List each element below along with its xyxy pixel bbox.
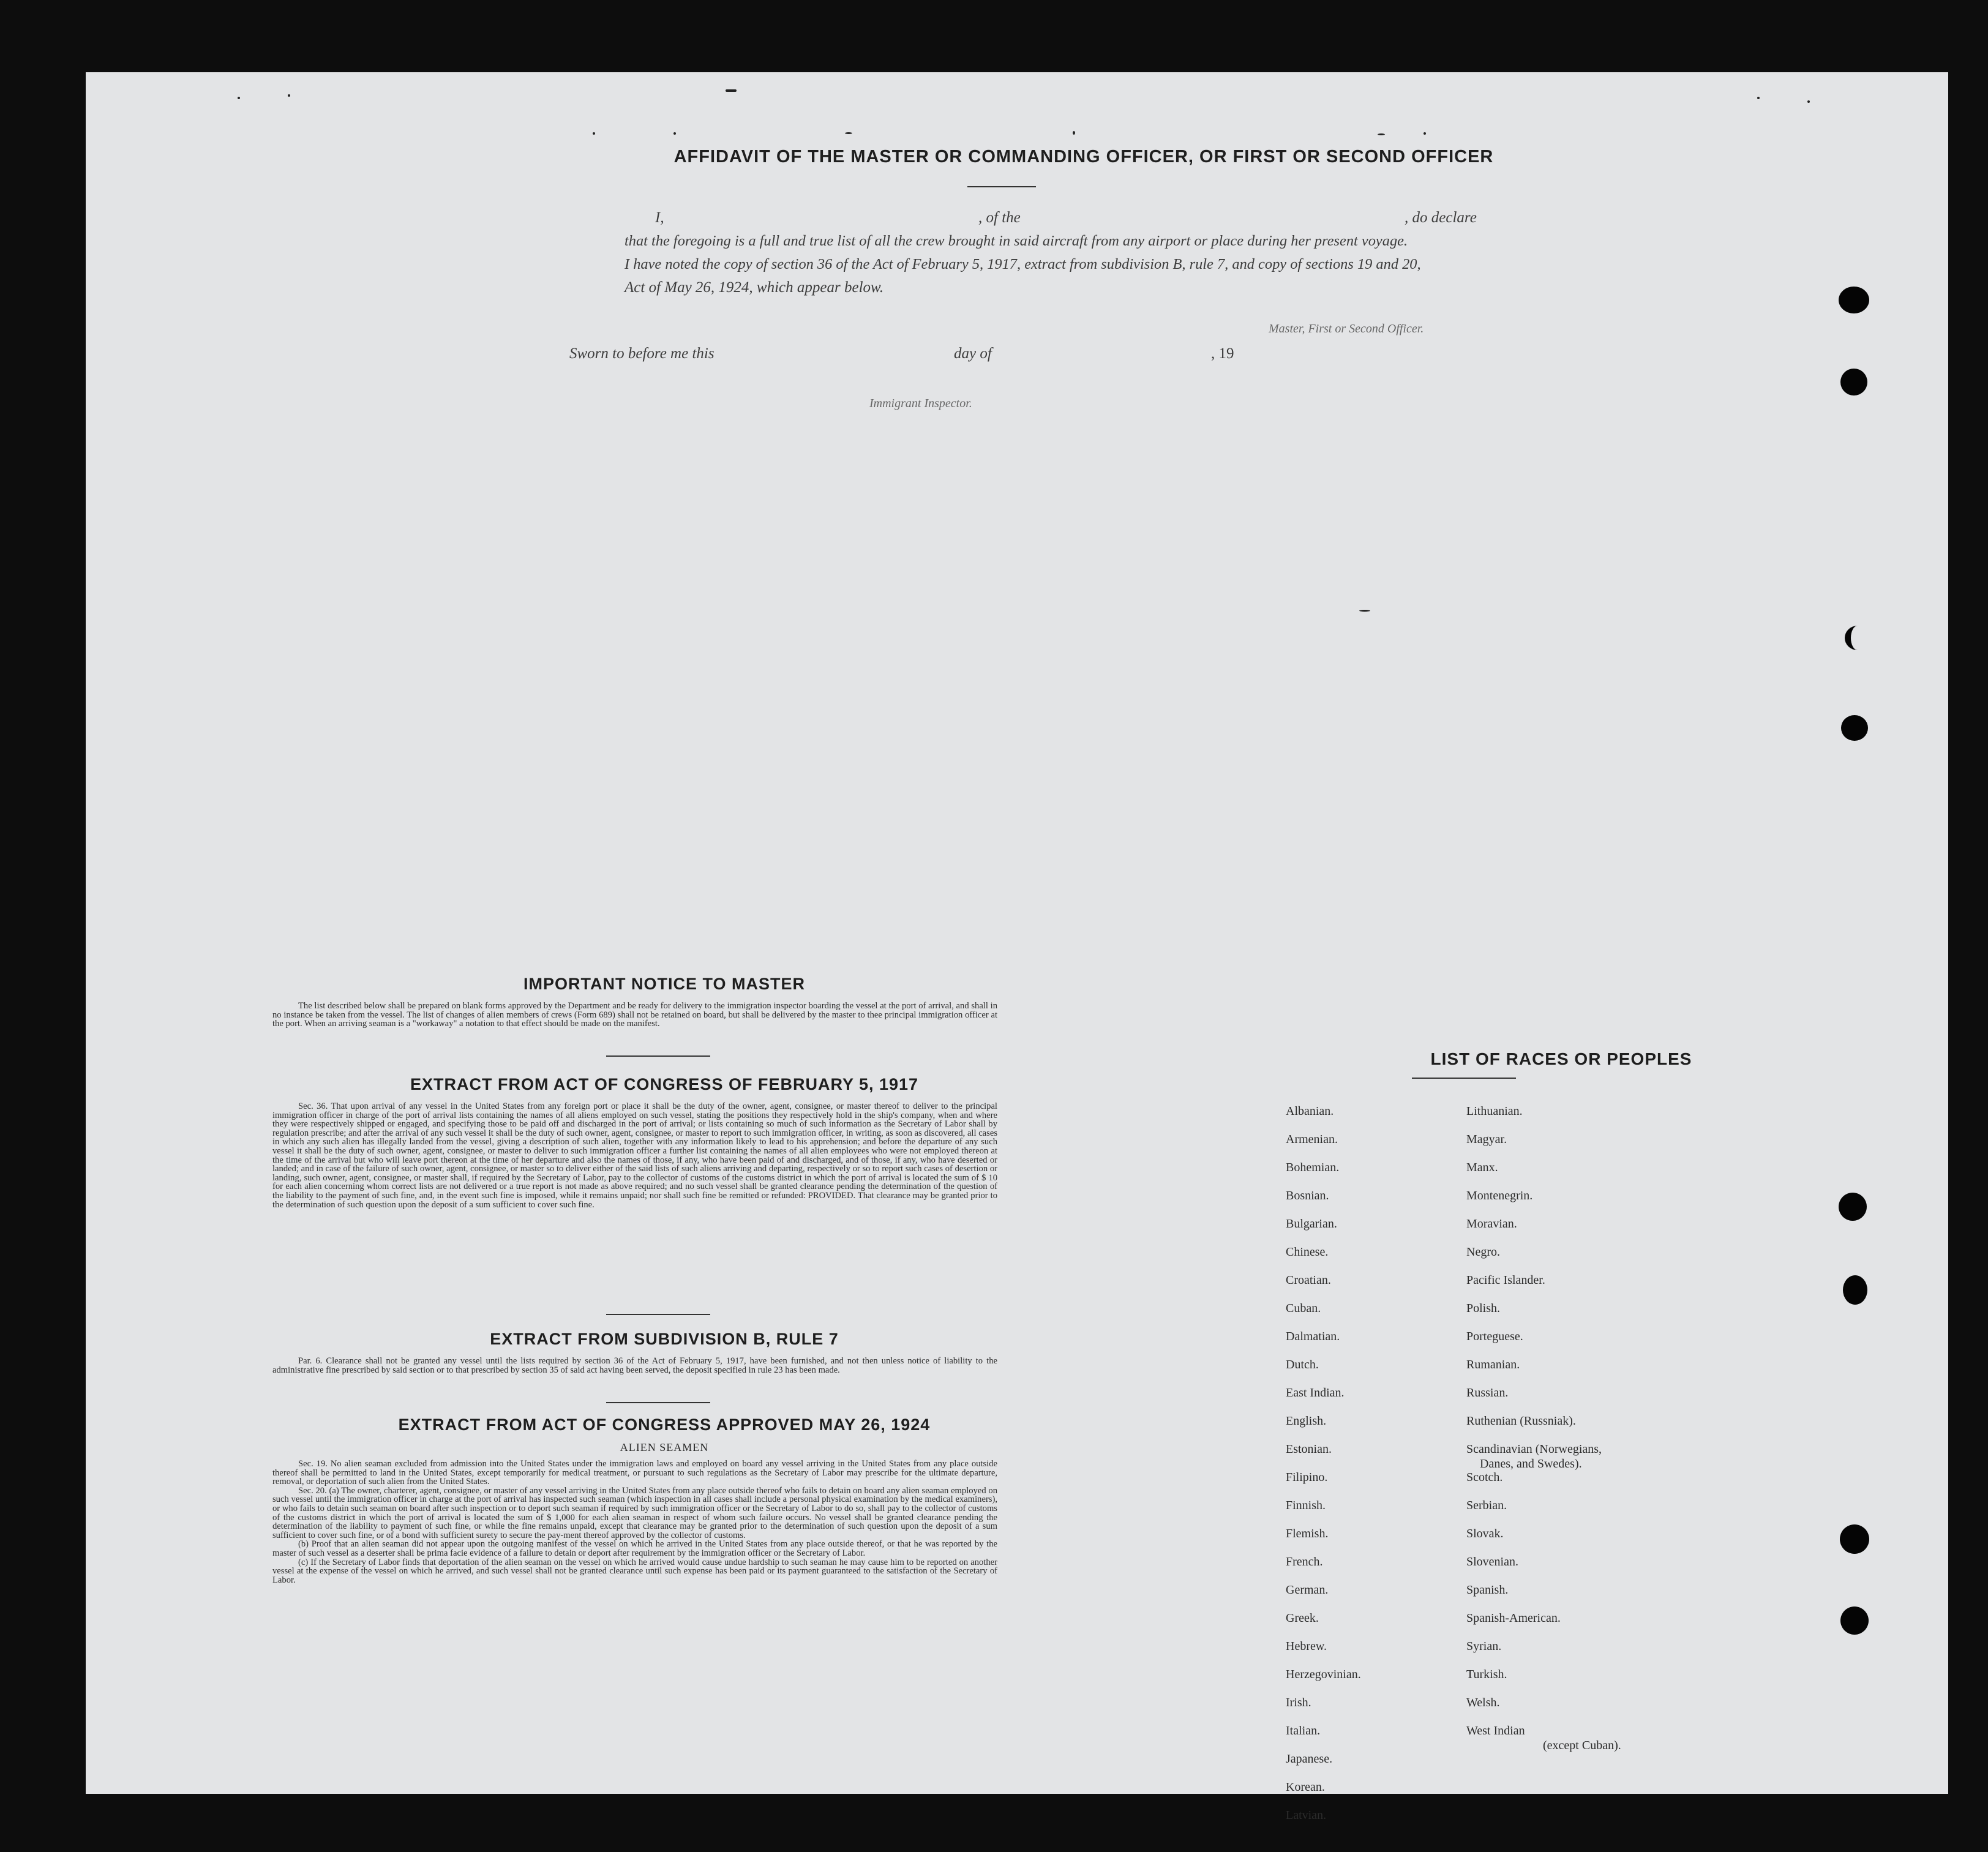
alien-seamen-subtitle: ALIEN SEAMEN [620,1441,709,1453]
race-item [1286,1188,1361,1217]
punch-hole [1845,626,1870,650]
race-item [1286,1301,1361,1329]
extract-rule7-text [272,1357,997,1374]
speck [238,97,240,99]
race-label: Japanese. [1286,1752,1333,1766]
race-item [1466,1442,1621,1470]
race-item [1466,1357,1621,1385]
race-item [1466,1217,1621,1245]
race-label: Polish. [1466,1302,1501,1315]
sec-20c-paragraph: (c) If the Secretary of Labor finds that deportation of the alien seaman on the vessel on which he arrived would cause undue hardship to such seaman he may cause him to be reported on another vessel at the expense of the vessel on which he arrived, and such vessel shall not be granted clearance until such expense has been paid or its payment guaranteed to the satisfaction of the Secretary of Labor. [272,1557,997,1585]
extract-1917-text [272,1102,997,1209]
section-divider [606,1055,710,1057]
race-item [1466,1695,1621,1723]
race-label: Korean. [1286,1780,1325,1794]
race-label: Serbian. [1466,1499,1507,1512]
race-label: Italian. [1286,1724,1321,1738]
race-item [1466,1104,1621,1132]
race-item [1466,1245,1621,1273]
race-item [1286,1723,1361,1752]
punch-hole [1840,1606,1869,1635]
speck [593,132,595,135]
race-item [1466,1414,1621,1442]
races-divider [1412,1078,1516,1079]
speck [1073,131,1075,135]
race-label: Spanish. [1466,1583,1509,1597]
race-item [1466,1273,1621,1301]
race-label: Slovenian. [1466,1555,1518,1569]
races-list-right [1466,1104,1621,1752]
race-label: Rumanian. [1466,1358,1520,1371]
race-item [1286,1104,1361,1132]
extract-1917-paragraph: Sec. 36. That upon arrival of any vessel in the United States from any foreign port or place it shall be the duty of the owner, agent, consignee, or master thereof to deliver to the principal immigration officer in charge of the port of arrival lists containing the names of all aliens employed on such vessel, stating the positions they respectively hold in the ship's company, when and where they were respectively shipped or engaged, and specifying those to be paid off and discharged in the port of arrival; or lists containing so much of such information as the Secretary of Labor shall by regulation prescribe; and after the arrival of any such vessel it shall be the duty of such owner, agent, consignee, or master to report to such immigration officer, in writing, as soon as discovered, all cases in which any such alien has illegally landed from the vessel, giving a description of such alien, together with any information likely to lead to his apprehension; and before the departure of any such vessel it shall be the duty of such owner, agent, consignee, or master to deliver to such immigration officer a further list containing the names of all alien employees who were not employed thereon at the time of the arrival but who will leave port thereon at the time of her departure and also the names of those, if any, who have been paid of and discharged, and of those, if any, who have deserted or landed; and in case of the failure of such owner, agent, consignee, or master so to deliver either of the said lists of such aliens arriving and departing, respectively or so to report such cases of desertion or landing, such owner, agent, consignee, or master shall, if required by the Secretary of Labor, pay to the collector of customs of the customs district in which the port of arrival is located the sum of $ 10 for each alien concerning whom correct lists are not delivered or a true report is not made as above required; and no such vessel shall be granted clearance pending the determination of the question of the liability to the payment of such fine, and, in the event such fine is imposed, while it remains unpaid; nor shall such fine be remitted or refunded: PROVIDED. That clearance may be granted prior to the determination of such question upon the deposit of a sum sufficient to cover such fine. [272,1101,997,1210]
affidavit-of-the: , of the [978,209,1021,226]
race-item [1466,1723,1621,1752]
race-label: East Indian. [1286,1386,1345,1400]
race-label: Chinese. [1286,1245,1329,1259]
race-label: Irish. [1286,1696,1311,1709]
affidavit-i: I, [655,209,664,226]
punch-hole [1839,1193,1867,1221]
race-label: Dalmatian. [1286,1330,1340,1343]
race-item [1466,1188,1621,1217]
speck [1359,610,1370,612]
race-item [1286,1132,1361,1160]
race-item [1286,1583,1361,1611]
race-label: Slovak. [1466,1527,1504,1540]
speck [1423,132,1426,135]
race-item [1466,1583,1621,1611]
race-item [1466,1385,1621,1414]
sworn-label: Sworn to before me this [569,345,715,362]
race-label: Hebrew. [1286,1640,1327,1653]
race-label: Croatian. [1286,1273,1331,1287]
race-item [1466,1470,1621,1498]
race-item [1286,1611,1361,1639]
affidavit-line-2: that the foregoing is a full and true list of all the crew brought in said aircraft from any airport or place during her present voyage. [625,233,1408,249]
race-item [1286,1442,1361,1470]
race-label: Manx. [1466,1161,1498,1174]
race-label: English. [1286,1414,1327,1428]
race-item [1286,1329,1361,1357]
race-label: Albanian. [1286,1104,1334,1118]
race-item [1466,1639,1621,1667]
extract-1917-title: EXTRACT FROM ACT OF CONGRESS OF FEBRUARY 5, 1917 [410,1075,919,1093]
races-list-left [1286,1104,1361,1836]
race-label: Moravian. [1466,1217,1517,1231]
races-title: LIST OF RACES OR PEOPLES [1430,1049,1692,1068]
punch-hole [1840,1524,1869,1554]
race-label: Cuban. [1286,1302,1321,1315]
affidavit-title: AFFIDAVIT OF THE MASTER OR COMMANDING OFFICER, OR FIRST OR SECOND OFFICER [673,147,1494,167]
speck [1757,97,1760,99]
race-label: Flemish. [1286,1527,1329,1540]
race-label: Turkish. [1466,1668,1507,1681]
punch-hole [1839,287,1869,313]
race-item [1286,1245,1361,1273]
affidavit-line-4: Act of May 26, 1924, which appear below. [625,279,884,296]
race-label: Herzegovinian. [1286,1668,1361,1681]
sec-20a-paragraph: Sec. 20. (a) The owner, charterer, agent, consignee, or master of any vessel arriving in the United States from any place outside thereof who fails to detain on board any alien seaman employed on such vessel until the immigration officer in charge at the port of arrival has inspected such seaman (which inspection in all cases shall include a personal physical examination by the medical examiners), or who fails to detain such seaman on board after such inspection or to deport such seaman if required by such immigration officer or the Secretary of Labor to do so, shall pay to the collector of customs of the customs district in which the port of arrival is located the sum of $ 1,000 for each alien seaman in respect of whom such failure occurs. No vessel shall be granted clearance pending the determination of the liability to payment of such fine, or while the fine remains unpaid, except that clearance may be granted prior to the determination of such question upon the deposit of a sum sufficient to cover such fine, or of a bond with sufficient surety to secure the pay-ment thereof approved by the collector of customs. [272,1485,997,1540]
race-label: Scotch. [1466,1471,1503,1484]
race-label: Greek. [1286,1611,1319,1625]
race-item [1466,1498,1621,1526]
affidavit-do-declare: , do declare [1405,209,1477,226]
race-label: Russian. [1466,1386,1509,1400]
race-item [1286,1808,1361,1836]
race-item [1286,1414,1361,1442]
race-label: Armenian. [1286,1133,1338,1146]
race-item [1466,1526,1621,1554]
race-label-continuation: (except Cuban). [1543,1739,1621,1752]
sec-19-paragraph: Sec. 19. No alien seaman excluded from admission into the United States under the immigration laws and employed on board any vessel arriving in the United States from any place outside thereof shall be permitted to land in the United States, except temporarily for medical treatment, or pursuant to such regulations as the Secretary of Labor may prescribe for the ultimate departure, removal, or deportation of such alien from the United States. [272,1459,997,1487]
race-label: Finnish. [1286,1499,1326,1512]
race-item [1286,1160,1361,1188]
race-label: Bosnian. [1286,1189,1329,1202]
speck [845,132,852,134]
race-label: Syrian. [1466,1640,1502,1653]
sec-20b-paragraph: (b) Proof that an alien seaman did not appear upon the outgoing manifest of the vessel on which he arrived in the United States from any place outside thereof, or that he was reported by the master of such vessel as a deserter shall be prima facie evidence of a failure to detain or deport after requirement by the immigration officer or the Secretary of Labor. [272,1539,997,1558]
race-label: Filipino. [1286,1471,1328,1484]
extract-1924-title: EXTRACT FROM ACT OF CONGRESS APPROVED MAY 26, 1924 [398,1415,931,1434]
notice-text [272,1002,997,1029]
race-item [1286,1526,1361,1554]
speck [1378,133,1385,135]
section-divider [606,1402,710,1403]
race-label: Porteguese. [1466,1330,1523,1343]
race-label: Welsh. [1466,1696,1500,1709]
race-item [1286,1273,1361,1301]
race-item [1466,1329,1621,1357]
race-label-continuation: Danes, and Swedes). [1480,1457,1582,1471]
punch-hole [1840,369,1867,396]
race-item [1466,1667,1621,1695]
race-label: Scandinavian (Norwegians, [1466,1442,1602,1456]
race-label: Lithuanian. [1466,1104,1523,1118]
punch-hole [1843,1275,1867,1305]
race-item [1286,1498,1361,1526]
race-label: Pacific Islander. [1466,1273,1545,1287]
race-item [1286,1667,1361,1695]
race-label: West Indian [1466,1724,1525,1738]
speck [288,94,290,97]
race-item [1286,1470,1361,1498]
extract-1924-text [272,1460,997,1584]
speck [1807,100,1810,103]
race-item [1286,1385,1361,1414]
race-label: Dutch. [1286,1358,1319,1371]
race-label: German. [1286,1583,1329,1597]
race-label: Magyar. [1466,1133,1507,1146]
race-label: French. [1286,1555,1323,1569]
race-item [1286,1780,1361,1808]
speck [726,89,737,92]
race-label: Bulgarian. [1286,1217,1337,1231]
title-divider [967,186,1036,187]
master-signature-label: Master, First or Second Officer. [1269,322,1424,336]
race-item [1286,1217,1361,1245]
race-item [1286,1695,1361,1723]
year-label: , 19 [1211,345,1234,362]
speck [673,132,676,135]
race-item [1466,1301,1621,1329]
race-item [1466,1132,1621,1160]
document-sheet [86,72,1948,1822]
extract-rule7-paragraph: Par. 6. Clearance shall not be granted any vessel until the lists required by section 36 of the Act of February 5, 1917, have been furnished, and not then unless notice of liability to the administrative fine prescribed by said section or to that prescribed by section 35 of said act having been served, the deposit specified in rule 23 has been made. [272,1356,997,1375]
race-label: Montenegrin. [1466,1189,1533,1202]
race-label: Bohemian. [1286,1161,1340,1174]
extract-rule7-title: EXTRACT FROM SUBDIVISION B, RULE 7 [490,1330,839,1348]
race-label: Estonian. [1286,1442,1332,1456]
race-label: Spanish-American. [1466,1611,1561,1625]
punch-hole [1841,715,1868,741]
inspector-signature-label: Immigrant Inspector. [869,397,972,410]
race-item [1466,1611,1621,1639]
race-label: Negro. [1466,1245,1500,1259]
section-divider [606,1314,710,1315]
affidavit-line-3: I have noted the copy of section 36 of the Act of February 5, 1917, extract from subdivision B, rule 7, and copy of sections 19 and 20, [625,256,1421,272]
race-item [1286,1752,1361,1780]
race-item [1466,1554,1621,1583]
race-item [1466,1160,1621,1188]
day-of-label: day of [954,345,992,362]
race-item [1286,1639,1361,1667]
race-item [1286,1357,1361,1385]
race-label: Latvian. [1286,1809,1327,1822]
notice-title: IMPORTANT NOTICE TO MASTER [523,975,805,993]
race-item [1286,1554,1361,1583]
race-label: Ruthenian (Russniak). [1466,1414,1576,1428]
notice-paragraph: The list described below shall be prepared on blank forms approved by the Department and be ready for delivery to the immigration inspector boarding the vessel at the port of arrival, and shall in no instance be taken from the vessel. The list of changes of alien members of crews (Form 689) shall not be retained on board, but shall be delivered by the master to thee principal immigration officer at the port. When an arriving seaman is a "workaway" a notation to that effect should be made on the manifest. [272,1001,997,1029]
